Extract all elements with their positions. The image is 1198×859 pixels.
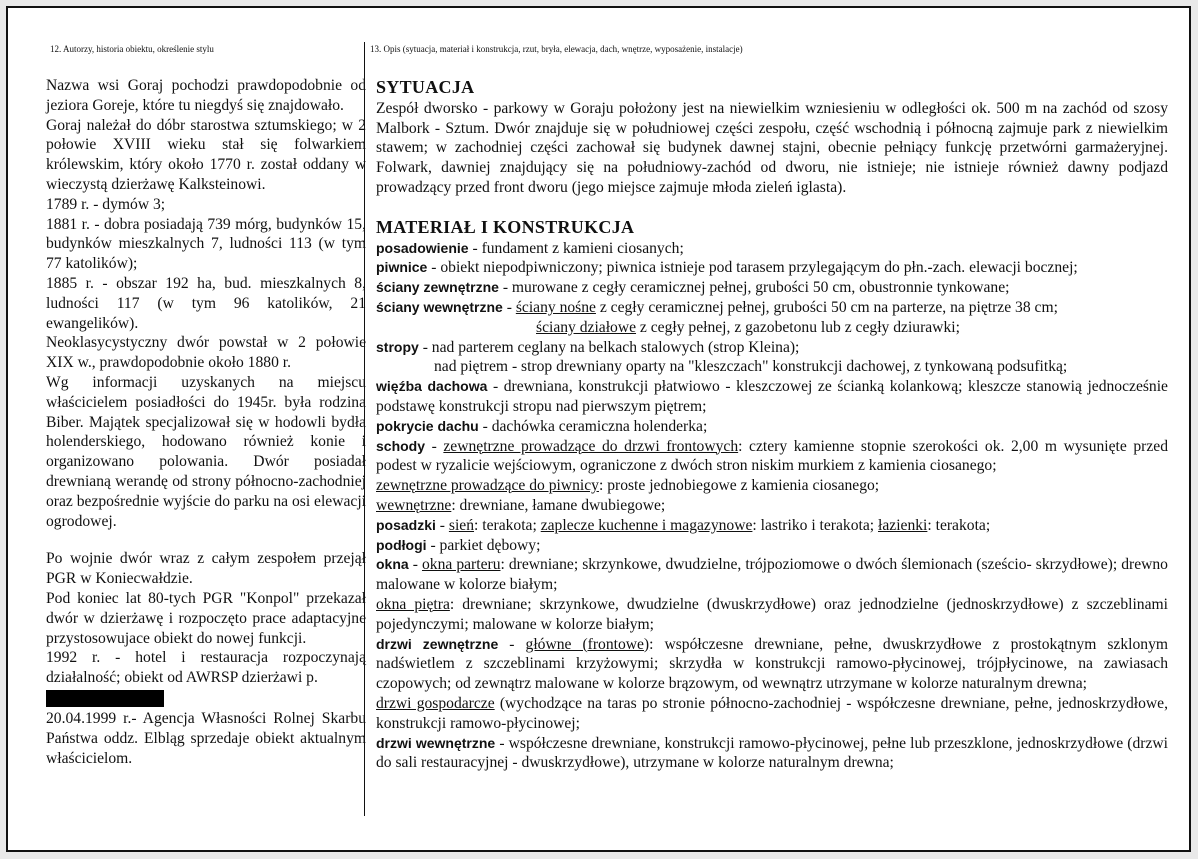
entry-text: - nad parterem ceglany na belkach stalowych (strop Kleina);	[418, 338, 800, 356]
entry-text: - parkiet dębowy;	[426, 536, 541, 554]
entry-text: -	[498, 635, 526, 653]
left-column-header: 12. Autorzy, historia obiektu, określenie stylu	[50, 44, 214, 54]
entry	[376, 555, 1168, 595]
entry	[376, 476, 1168, 496]
entry	[376, 357, 1168, 377]
entry-text: - fundament z kamieni ciosanych;	[468, 239, 684, 257]
entry	[376, 734, 1168, 774]
entry-text: -	[408, 556, 422, 574]
entry-text: -	[435, 516, 449, 534]
underlined-term: ściany działowe	[536, 318, 637, 336]
entry	[376, 516, 1168, 536]
entry-text: : terakota;	[927, 516, 991, 534]
right-column-header: 13. Opis (sytuacja, materiał i konstrukcja, rzut, bryła, elewacja, dach, wnętrze, wyposażenie, instalacje)	[370, 44, 743, 54]
description-column	[376, 76, 1168, 773]
paragraph: Zespół dworsko - parkowy w Goraju położony jest na niewielkim wzniesieniu w odległości ok. 500 m na zachód od szosy Malbork - Sztum. Dwór znajduje się w południowej części zespołu, część wschodnią i północną zajmuje park z niewielkim stawem; w zachodniej części zachował się budynek dawnej stajni, obecnie pełniący funkcję przetwórni garmażeryjnej. Folwark, dawniej znajdujący się na południowy-zachód od dworu, nie istnieje; nie istnieje również dawny podjazd prowadzący przed front dworu (jego miejsce zajmuje młoda zieleń iglasta).	[376, 99, 1168, 196]
entry-key: pokrycie dachu	[376, 417, 479, 434]
paragraph: Wg informacji uzyskanych na miejscu właścicielem posiadłości do 1945r. była rodzina Biber. Majątek specjalizował się w hodowli bydła holenderskiego, hodowano również konie i organizowano polowania. Dwór posiadał drewnianą werandę od strony północno-zachodniej oraz bezpośrednie wyjście do parku na osi elewacji ogrodowej.	[46, 373, 366, 530]
entry-text: - dachówka ceramiczna holenderka;	[478, 417, 708, 435]
entry	[376, 377, 1168, 417]
entry	[376, 298, 1168, 318]
entry	[376, 595, 1168, 635]
document-page	[6, 6, 1191, 852]
underlined-term: okna piętra	[376, 595, 450, 613]
underlined-term: główne (frontowe)	[525, 635, 650, 653]
entry-key: więźba dachowa	[376, 378, 488, 395]
entry-key: posadzki	[376, 516, 436, 533]
entry-key: okna	[376, 556, 409, 573]
entry	[376, 496, 1168, 516]
entry-text: : drewniane, łamane dwubiegowe;	[451, 496, 666, 514]
underlined-term: zewnętrzne prowadzące do piwnicy	[376, 477, 599, 495]
entry-key: ściany zewnętrzne	[376, 279, 499, 296]
entry-text: : proste jednobiegowe z kamienia ciosanego;	[598, 477, 880, 495]
entry	[376, 239, 1168, 259]
paragraph: Neoklasycystyczny dwór powstał w 2 połowie XIX w., prawdopodobnie około 1880 r.	[46, 334, 366, 372]
paragraph: 1881 r. - dobra posiadają 739 mórg, budynków 15, budynków mieszkalnych 7, ludności 113 (w tym 77 katolików);	[46, 215, 366, 273]
underlined-term: sień	[448, 516, 475, 534]
entry-text: - drewniana, konstrukcji płatwiowo - kleszczowej ze ścianką kolankową; kleszcze stanowią jednocześnie podstawę konstrukcji stropu nad pierwszym piętrem;	[376, 378, 1168, 415]
entry-key: schody	[376, 437, 426, 454]
history-column	[46, 76, 366, 768]
paragraph: 20.04.1999 r.- Agencja Własności Rolnej Skarbu Państwa oddz. Elbląg sprzedaje obiekt aktualnym właścicielom.	[46, 709, 366, 767]
entry-text: - obiekt niepodpiwniczony; piwnica istnieje pod tarasem przylegającym do płn.-zach. elewacji bocznej;	[427, 259, 1078, 277]
entry	[376, 437, 1168, 477]
entry-text: - murowane z cegły ceramicznej pełnej, grubości 50 cm, obustronnie tynkowane;	[498, 279, 1010, 297]
entry-key: drzwi wewnętrzne	[376, 734, 496, 751]
entry-key: drzwi zewnętrzne	[376, 635, 499, 652]
entry	[376, 536, 1168, 556]
entry-text: : współczesne drewniane, pełne, dwuskrzydłowe z prostokątnym szklonym nadświetlem z szczeblinami krzyżowymi; skrzydła w konstrukcji ramowo-płycinowej, trójpłycinowe, na zawiasach czopowych; od zewnątrz malowane w kolorze brązowym, od wewnątrz utrzymane w kolorze naturalnym drewna;	[376, 635, 1168, 693]
redaction-bar	[46, 690, 164, 707]
entry-text: -	[502, 298, 516, 316]
entry	[376, 278, 1168, 298]
entry-text: - współczesne drewniane, konstrukcji ramowo-płycinowej, pełne lub przeszklone, jednoskrzydłowe (drzwi do sali restauracyjnej - dwuskrzydłowe), utrzymane w kolorze naturalnym drewna;	[376, 734, 1168, 772]
entry-text: : lastriko i terakota;	[752, 516, 879, 534]
underlined-term: wewnętrzne	[376, 496, 452, 514]
entry-text: : drewniane; skrzynkowe, dwudzielne (dwuskrzydłowe) oraz jednodzielne (jednoskrzydłowe) z szczeblinami pojedynczymi; malowane w kolorze białym;	[376, 595, 1168, 633]
entry	[376, 694, 1168, 734]
paragraph: 1885 r. - obszar 192 ha, bud. mieszkalnych 8, ludności 117 (w tym 96 katolików, 21 ewangelików).	[46, 274, 366, 332]
entry	[376, 258, 1168, 278]
entry-key: ściany wewnętrzne	[376, 298, 503, 315]
entry-text: nad piętrem - strop drewniany oparty na "kleszczach" konstrukcji dachowej, z tynkowaną podsufitką;	[434, 358, 1068, 376]
entry	[376, 338, 1168, 358]
section-heading-situation: SYTUACJA	[376, 77, 475, 97]
entry-text: z cegły pełnej, z gazobetonu lub z cegły dziurawki;	[636, 318, 960, 336]
paragraph: Po wojnie dwór wraz z całym zespołem przejął PGR w Koniecwałdzie.	[46, 550, 366, 588]
paragraph: Nazwa wsi Goraj pochodzi prawdopodobnie od jeziora Goreje, które tu niegdyś się znajdowało.	[46, 77, 366, 114]
entry-text: (wychodzące na taras po stronie północno-zachodniej - współczesne drewniane, pełne, jednoskrzydłowe, konstrukcji ramowo-płycinowej;	[376, 694, 1168, 732]
underlined-term: łazienki	[878, 516, 928, 534]
paragraph: 1789 r. - dymów 3;	[46, 195, 166, 213]
section-heading-material: MATERIAŁ I KONSTRUKCJA	[376, 216, 635, 237]
underlined-term: zewnętrzne prowadzące do drzwi frontowych	[443, 437, 739, 455]
paragraph: 1992 r. - hotel i restauracja rozpoczynają działalność; obiekt od AWRSP dzierżawi p.	[46, 649, 366, 687]
entry-key: piwnice	[376, 259, 428, 276]
entry-text: : cztery kamienne stopnie szerokości ok. 2,00 m wysunięte przed podest w ryzalicie wejściowym, ograniczone z dwóch stron niskim murkiem z kamienia ciosanego;	[376, 437, 1169, 475]
entry-key: stropy	[376, 338, 419, 355]
entry	[376, 635, 1168, 694]
underlined-term: drzwi gospodarcze	[376, 694, 495, 712]
paragraph: Goraj należał do dóbr starostwa sztumskiego; w 2 połowie XVIII wieku stał się folwarkiem królewskim, który około 1770 r. został oddany w wieczystą dzierżawę Kalksteinowi.	[46, 116, 366, 193]
entry-text: z cegły ceramicznej pełnej, grubości 50 cm na parterze, na piętrze 38 cm;	[595, 298, 1058, 316]
entry-text: -	[425, 437, 444, 455]
underlined-term: ściany nośne	[515, 298, 596, 316]
entry	[376, 318, 1168, 338]
entry	[376, 417, 1168, 437]
underlined-term: zaplecze kuchenne i magazynowe	[540, 516, 753, 534]
entry-text: : drewniane; skrzynkowe, dwudzielne, trójpoziomowe o dwóch ślemionach (sześcio- skrzydłowe); drewno malowane w kolorze białym;	[376, 556, 1168, 594]
entry-key: posadowienie	[376, 239, 469, 256]
paragraph: Pod koniec lat 80-tych PGR "Konpol" przekazał dwór w dzierżawę i rozpoczęto prace adaptacyjne przystosowujace obiekt do nowej funkcji.	[46, 589, 366, 647]
entry-key: podłogi	[376, 536, 427, 553]
underlined-term: okna parteru	[421, 556, 501, 574]
entry-text: : terakota;	[474, 516, 541, 534]
